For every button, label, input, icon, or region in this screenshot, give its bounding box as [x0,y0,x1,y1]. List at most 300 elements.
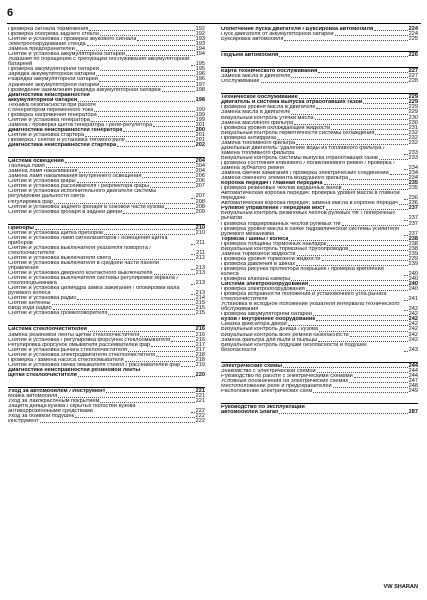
toc-entry [221,191,418,201]
toc-page-number: 216 [195,331,205,338]
toc-dot-leader [58,397,194,398]
toc-section-heading [221,93,418,100]
toc-dot-leader [404,220,408,221]
toc-page-number: 242 [408,306,418,313]
toc-entry-title: Проверка уровня охлаждающей жидкости [221,125,331,131]
toc-page-number: 239 [408,260,418,267]
toc-dot-leader [299,98,408,99]
toc-entry-title: Техника безопасности при работе [8,102,97,108]
toc-entry-title: Регулировка фар [8,199,53,205]
toc-dot-leader [379,159,408,160]
toc-dot-leader [100,70,195,71]
toc-page-number: 195 [195,66,205,73]
toc-entry [8,236,205,246]
toc-dot-leader [279,413,407,414]
toc-entry-title: Проверка уровня масла в бачке гидравлической системы усилителя рулевого механизма [221,226,400,237]
toc-gap [8,316,205,320]
toc-entry-title: Диагностика неисправностей генератора [8,127,123,133]
toc-dot-leader [283,367,408,368]
toc-page-number: 242 [408,326,418,333]
toc-page-number: 227 [408,68,418,75]
toc-entry-title: Пуск двигателя от аккумуляторной батареи [221,32,334,38]
toc-page-number: 235 [408,185,418,192]
toc-entry-title: Двигатель и система выпуска отработавших газов [221,100,363,106]
toc-dot-leader [342,225,408,226]
toc-gap [221,84,418,88]
toc-page-number: 287 [408,409,418,416]
toc-entry-title: аккумуляторной батареи [8,97,78,103]
toc-page-number: 242 [408,336,418,343]
toc-entry [8,286,205,296]
toc-dot-leader [98,116,195,117]
toc-entry-title: Визуальный контроль герметичности системы охлаждения [221,130,375,136]
toc-entry-title: Приборы [8,225,34,231]
toc-dot-leader [294,124,407,125]
toc-gap [221,394,418,398]
toc-entry-title: Защита днища кузова / скрытых полостей кузова антикоррозионными средствами [8,404,136,415]
toc-entry-title: Замена свечей зажигания / проверка электрических соединений [221,171,389,177]
toc-page-number: 206 [195,173,205,180]
toc-entry-title: Замена / проверка щеток генератора / реле-регулятора [8,122,153,128]
toc-dot-leader [128,351,195,352]
toc-dot-leader [343,189,408,190]
toc-page-number: 238 [408,235,418,242]
toc-page-number: 244 [408,367,418,374]
toc-entry-title: Диагностика неисправностей [8,92,90,98]
toc-entry [221,161,418,171]
toc-page-number: 242 [408,321,418,328]
toc-page-number: 222 [195,418,205,425]
toc-entry-title: Таблица ламп [8,164,45,170]
toc-dot-leader [100,402,194,403]
toc-page-number: 233 [408,149,418,156]
toc-dot-leader [162,91,195,92]
toc-entry-title: Снятие и установка рычага стеклоочистителя [8,347,128,353]
toc-dot-leader [87,45,195,46]
toc-dot-leader [53,309,195,310]
toc-dot-leader [150,187,195,188]
toc-page-number: 237 [408,205,418,212]
toc-dot-leader [191,244,195,245]
toc-page-number: 242 [408,316,418,323]
toc-entry-title: Визуальный контроль утечки масла [221,115,314,121]
toc-dot-leader [88,331,195,332]
toc-entry-title: Карта технического обслуживания [221,69,318,75]
toc-section-heading [8,157,205,164]
toc-entry [8,419,205,424]
toc-dot-leader [291,280,407,281]
toc-dot-leader [191,198,195,199]
toc-page-number: 225 [408,36,418,43]
toc-page-number: 233 [408,154,418,161]
toc-dot-leader [191,254,195,255]
toc-entry-title: Визуальный контроль системы выпуска отработавших газов [221,155,378,161]
toc-entry [8,246,205,256]
toc-entry-title: Проведение заземления разряда аккумуляторной батареи [8,87,161,93]
toc-dot-leader [153,126,194,127]
header-rule [7,23,421,24]
toc-dot-leader [319,331,408,332]
toc-entry-title: Ввод кода радио [8,306,52,312]
toc-entry-title: Облегчение пуска двигателя / Буксировка автомобиля [221,27,374,32]
toc-entry-title: Снятие антенны [8,301,51,307]
toc-dot-leader [322,260,408,261]
toc-entry-title: Диагностика неисправностей резиновой ленты [8,367,141,373]
toc-dot-leader [35,229,195,230]
toc-entry-title: Уход за автомобилем / Инструмент [8,388,106,394]
toc-left-column [8,27,205,424]
toc-page-number: 196 [195,76,205,83]
toc-page-number: 238 [408,245,418,252]
toc-page-number: 221 [195,393,205,399]
toc-entry-title: Смазка фиксатора двери [221,322,287,328]
toc-page-number: 239 [408,250,418,257]
toc-entry-title: Автоматическая коробка передач: замена масла в коробке передач [221,201,398,207]
toc-page-number: 199 [195,106,205,113]
toc-dot-leader [54,203,195,204]
toc-entry-title: с генератором переменного тока [8,107,94,113]
toc-entry [221,227,418,237]
page-number: 6 [7,7,14,19]
toc-entry-title: Замена топливного фильтра [221,140,296,146]
toc-page-number: 229 [408,109,418,116]
toc-dot-leader [375,134,407,135]
toc-entry-title: Обслуживание [221,79,260,85]
toc-entry-title: Замена масляного фильтра [221,120,294,126]
toc-dot-leader [65,162,195,163]
toc-entry-title: Разрядка аккумуляторной батареи [8,77,99,83]
toc-page-number: 208 [195,198,205,205]
toc-page-number: 207 [195,183,205,190]
toc-dot-leader [306,290,408,291]
toc-page-number: 204 [195,168,205,175]
toc-page-number: 193 [195,36,205,43]
toc-dot-leader [296,265,408,266]
toc-page-number: 212 [195,254,205,261]
toc-entry-title: Рулевое управление / передний мост [221,206,326,212]
toc-entry-title: Снятие и установка электродвигателя стеклоочистителя [8,352,156,358]
toc-page-number: 213 [195,280,205,287]
toc-dot-leader [78,101,194,102]
toc-entry-title: Уход за обивкой подушек [8,414,74,420]
toc-dot-leader [404,310,408,311]
toc-entry [221,302,418,312]
toc-entry-title: Проверка обогрева заднего стекла [8,32,99,38]
toc-page-number: 240 [408,270,418,277]
toc-dot-leader [191,65,195,66]
toc-entry-title: Снятие и установка дверного контактного выключателя [8,271,153,277]
toc-entry-title: Уход за лакокрасочным покрытием [8,399,100,405]
toc-dot-leader [404,300,408,301]
toc-dot-leader [117,146,195,147]
toc-entry-title: Проверка толщины тормозных накладок [221,241,327,247]
toc-dot-leader [108,314,194,315]
toc-page-number: 240 [408,276,418,283]
toc-dot-leader [404,235,408,236]
toc-page-number: 200 [195,126,205,133]
toc-page-number: 197 [195,81,205,88]
toc-page-number: 201 [195,137,205,144]
toc-dot-leader [374,30,407,31]
toc-entry-title: Замена сменного элемента воздушного фильтра [221,176,349,182]
toc-page-number: 249 [408,387,418,394]
toc-dot-leader [291,77,407,78]
toc-page-number: 244 [408,362,418,369]
toc-entry-title: Снятие и установка стартера [8,132,84,138]
toc-entry-title: Визуальный контроль днища / кузова [221,327,319,333]
toc-page-number: 220 [195,371,205,378]
toc-dot-leader [85,136,195,137]
toc-entry-title: Снятие и установка цилиндра замка зажигания / блокировки вала рулевого колеса [8,286,180,297]
toc-page-number: 207 [195,193,205,200]
toc-dot-leader [79,172,195,173]
toc-dot-leader [284,40,407,41]
toc-page-number: 238 [408,240,418,247]
toc-entry-title: Электрические схемы [221,363,283,369]
toc-page-number: 208 [195,203,205,210]
toc-gap [8,378,205,382]
toc-entry-title: Проверка гофрированных чехлов рулевых тяг [221,221,342,227]
toc-dot-leader [191,294,195,295]
toc-dot-leader [288,325,408,326]
toc-entry-title: Хранение аккумуляторной батареи [8,82,100,88]
toc-page-number: 237 [408,230,418,237]
toc-dot-leader [390,174,408,175]
toc-entry-title: Буксировка автомобиля [221,37,284,43]
toc-dot-leader [316,320,407,321]
toc-dot-leader [277,139,408,140]
toc-dot-leader [165,208,194,209]
toc-page-number: 199 [195,111,205,118]
toc-page-number: 195 [195,61,205,68]
toc-entry-title: Замена ламп накаливания [8,169,78,175]
toc-dot-leader [40,422,195,423]
toc-dot-leader [335,35,408,36]
toc-page-number: 201 [195,131,205,138]
toc-dot-leader [181,366,194,367]
toc-entry-title: Техническое обслуживание [221,95,298,101]
toc-entry-title: Снятие и установка выключателя света [8,255,111,261]
toc-gap [221,58,418,62]
toc-entry-title: Руководство по эксплуатации [221,405,305,410]
toc-section-heading [8,325,205,332]
toc-dot-leader [156,356,195,357]
toc-page-number: 240 [408,281,418,288]
toc-page-number: 227 [408,73,418,80]
toc-dot-leader [291,114,407,115]
toc-dot-leader [404,351,408,352]
toc-dot-leader [112,259,195,260]
toc-dot-leader [191,412,195,413]
toc-entry-title: Снятие и установка выключателя указателя поворота / стеклоочистителя [8,245,151,256]
toc-page-number: 219 [195,361,205,368]
toc-entry-title: Снятие и установка аккумуляторной батареи [8,52,126,58]
toc-entry-title: Снятие и установка фонаря в задней двери [8,209,123,215]
toc-page-number: 202 [195,142,205,149]
toc-dot-leader [46,167,195,168]
toc-dot-leader [89,30,194,31]
toc-entry-title: Проверка уровня масла в двигателе [221,105,316,111]
toc-entry [8,189,205,199]
toc-page-number: 217 [195,341,205,348]
toc-page-number: 213 [195,265,205,272]
toc-entry-title: Визуальный контроль резиновых чехлов рулевых тяг / поперечных рычагов [221,211,396,222]
toc-entry-title: Проверка электрооборудования [221,287,305,293]
toc-page-number: 229 [408,94,418,101]
toc-entry-title: автомобилей Sharan [221,410,279,416]
toc-entry-title: Расположение электрических схем [221,388,313,394]
toc-page-number: 198 [195,86,205,93]
toc-entry-title: Регулировка форсунок омывателя рассеивателей фар [8,342,151,348]
toc-entry-title: Диагностика неисправностей стартера [8,143,117,149]
toc-page-number: 237 [408,220,418,227]
toc-entry-title: Проверка состояния клинового / поликлинового ремня / проверка / замена зубчатого ремня [221,160,395,171]
toc-entry-title: Условные обозначения на электрических схемах [221,378,349,384]
toc-page-number: 215 [195,300,205,307]
toc-page-number: 192 [195,26,205,32]
toc-page-number: 201 [195,121,205,128]
toc-entry-title: Снятие и установка ламп сигнализаторов / освещения щитка приборов [8,235,168,246]
toc-page-number: 211 [196,239,205,246]
toc-dot-leader [296,144,407,145]
toc-dot-leader [399,204,408,205]
toc-entry [221,146,418,156]
toc-entry-title: Снятие и установка исполнительного двигателя системы регулировки дальности света [8,189,157,200]
toc-page-number: 236 [408,200,418,207]
toc-entry-title: Снятие и установка выключателя системы регулировки зеркала / стеклоподъемника [8,276,179,287]
toc-dot-leader [76,50,195,51]
toc-dot-leader [354,377,408,378]
toc-entry [221,343,418,353]
toc-page-number: 236 [408,195,418,202]
toc-page-number: 194 [195,46,205,53]
toc-page-number: 215 [195,305,205,312]
toc-page-number: 213 [195,290,205,297]
toc-dot-leader [78,376,195,377]
toc-dot-leader [350,336,408,337]
toc-entry-title: Снятие и установка щитка приборов [8,230,104,236]
toc-page-number: 234 [408,175,418,182]
toc-page-number: 209 [195,208,205,215]
toc-page-number: 232 [408,134,418,141]
toc-dot-leader [309,285,408,286]
toc-page-number: 232 [408,139,418,146]
toc-entry [221,267,418,277]
toc-dot-leader [331,129,407,130]
toc-entry-title: Снятие и установка / регулировка форсунок стеклоомывателя [8,337,171,343]
toc-page-number: 230 [408,119,418,126]
toc-dot-leader [75,417,195,418]
toc-entry-title: Снятие и установка генератора [8,117,90,123]
toc-dot-leader [289,240,407,241]
toc-right-column [221,27,418,415]
toc-page-number: 222 [195,413,205,420]
toc-page-number: 218 [195,351,205,358]
toc-page-number: 204 [195,158,205,165]
toc-dot-leader [318,341,407,342]
toc-entry [221,292,418,302]
toc-entry-title: Визуальный контроль всех ремней безопасности [221,332,349,338]
toc-dot-leader [261,82,408,83]
toc-entry-title: Замена ламп накаливания внутреннего освещения [8,174,142,180]
toc-page-number: 239 [408,255,418,262]
toc-dot-leader [77,182,195,183]
toc-section-heading [221,403,418,410]
toc-dot-leader [279,56,407,57]
toc-page-number: 221 [195,387,205,394]
toc-dot-leader [327,245,407,246]
toc-entry [8,276,205,286]
toc-entry-title: Местоположение реле и предохранителей [221,383,332,389]
toc-dot-leader [191,284,195,285]
toc-page-number: 218 [195,356,205,363]
toc-page-number: 241 [408,296,418,303]
toc-section-heading [8,387,205,394]
toc-page-number: 248 [408,382,418,389]
toc-entry-title: Установка в исходное положение указателя интервала технического обслуживания [221,302,400,313]
toc-page-number: 228 [408,78,418,85]
toc-entry-title: Замена резиновой ленты щетки стеклоочистителя [8,332,140,338]
toc-dot-leader [313,315,408,316]
toc-dot-leader [316,108,407,109]
toc-entry-title: Проверка / замена насоса стеклоомывателя [8,357,124,363]
toc-dot-leader [142,177,194,178]
toc-entry-title: Тормоза / шины / колеса [221,236,289,242]
toc-dot-leader [94,111,194,112]
toc-entry-title: Проверка антифриза [221,135,277,141]
toc-entry-title: Дизельный двигатель: удаление воды из топливного фильтра / замена топливного фильтра [221,145,385,156]
toc-entry-title: Замена предохранителей [8,47,75,53]
toc-entry [8,57,205,67]
toc-page-number: 224 [408,31,418,38]
toc-dot-leader [315,119,408,120]
toc-dot-leader [317,372,408,373]
toc-entry-title: Автоматическая коробка передач: проверка уровня масла в главной передаче [221,191,400,202]
toc-dot-leader [99,81,195,82]
toc-gap [8,148,205,152]
toc-dot-leader [404,154,408,155]
toc-dot-leader [404,275,408,276]
toc-entry-title: Электрооборудование стенда [8,42,86,48]
toc-entry-title: Мойка автомобиля [8,394,58,399]
toc-entry-title: Снятие и установка выключателя в средней части панели управления [8,260,159,272]
toc-page-number: 231 [408,124,418,131]
toc-entry-title: Проверка напряжения генератора [8,112,97,118]
toc-entry-title: Система освещения [8,159,64,165]
toc-page-number: 224 [408,26,418,32]
toc-page-number: 226 [408,52,418,59]
toc-dot-leader [349,250,407,251]
toc-entry-title: Снятие и установка радио [8,296,77,302]
toc-dot-leader [326,209,408,210]
toc-entry-title: Знакомство с электрической схемой [221,368,316,374]
toc-page-number: 193 [195,41,205,48]
toc-entry-title: Коробка передач / главная передача [221,181,323,187]
toc-page-number: 234 [408,164,418,171]
toc-page-number: 235 [408,180,418,187]
toc-entry-title: Снятие и установка фары [8,179,76,185]
toc-dot-leader [324,184,408,185]
toc-entry-title: Замена фильтра для пыли и пыльцы [221,337,318,343]
footer-model: VW SHARAN [383,584,418,590]
toc-entry-title: Руководство по работе с электрическими схемами [221,373,353,379]
toc-dot-leader [77,299,194,300]
toc-page-number: 222 [195,408,205,415]
toc-page-number: 230 [408,114,418,121]
toc-dot-leader [106,392,194,393]
toc-page-number: 214 [195,295,205,302]
toc-entry-title: Снятие и установка рассеивателя / рефлектора фары [8,184,149,190]
